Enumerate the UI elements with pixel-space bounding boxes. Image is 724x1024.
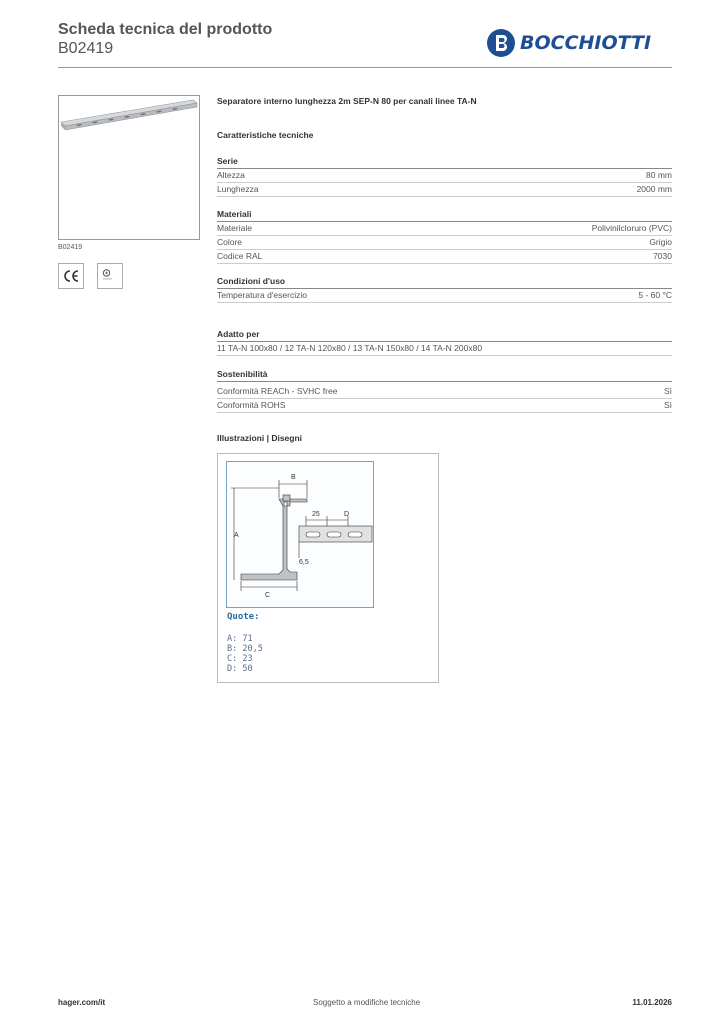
dimension-label-b: B xyxy=(291,474,296,481)
document-title: Scheda tecnica del prodotto xyxy=(58,21,273,38)
serie-heading: Serie xyxy=(217,156,672,169)
image-caption-code: B02419 xyxy=(58,244,83,251)
footer-website: hager.com/it xyxy=(58,998,106,1007)
document-header xyxy=(58,20,272,58)
spec-value: 2000 mm xyxy=(636,184,672,194)
condizioni-heading: Condizioni d'uso xyxy=(217,276,672,289)
spec-row-colore xyxy=(217,236,672,250)
certification-icon xyxy=(97,263,123,289)
dimension-label-25: 25 xyxy=(312,511,320,518)
spec-label: Colore xyxy=(217,237,243,247)
adatto-per-heading: Adatto per xyxy=(217,329,672,342)
spec-value: 7030 xyxy=(653,251,672,261)
dimension-label-a: A xyxy=(234,532,239,539)
quote-value-c: C: 23 xyxy=(227,654,253,664)
spec-value: 80 mm xyxy=(646,170,672,180)
separator-rail-illustration xyxy=(59,96,199,239)
technical-specs-heading: Caratteristiche tecniche xyxy=(217,130,314,140)
sostenibilita-heading: Sostenibilità xyxy=(217,369,672,382)
spec-label: Temperatura d'esercizio xyxy=(217,290,307,300)
product-image xyxy=(58,95,200,240)
header-divider xyxy=(58,67,672,68)
brand-logo xyxy=(486,28,651,58)
spec-label: Altezza xyxy=(217,170,245,180)
quote-title: Quote: xyxy=(227,612,260,622)
product-description: Separatore interno lunghezza 2m SEP-N 80 per canali linee TA-N xyxy=(217,96,477,106)
spec-row-altezza xyxy=(217,169,672,183)
technical-drawing xyxy=(217,453,439,683)
spec-row-materiale xyxy=(217,222,672,236)
quote-value-b: B: 20,5 xyxy=(227,644,263,654)
spec-label: Codice RAL xyxy=(217,251,263,261)
footer-disclaimer: Soggetto a modifiche tecniche xyxy=(313,998,421,1007)
spec-value: Grigio xyxy=(649,237,672,247)
spec-label: Lunghezza xyxy=(217,184,259,194)
profile-drawing-frame xyxy=(226,461,374,608)
spec-row-codice-ral xyxy=(217,250,672,264)
spec-value: Polivinilcloruro (PVC) xyxy=(591,223,672,233)
spec-label: Materiale xyxy=(217,223,252,233)
spec-label: 11 TA-N 100x80 / 12 TA-N 120x80 / 13 TA-N 150x80 / 14 TA-N 200x80 xyxy=(217,343,483,353)
dimension-label-c: C xyxy=(265,592,271,599)
product-description-block xyxy=(217,96,672,106)
quote-value-d: D: 50 xyxy=(227,664,253,674)
product-code: B02419 xyxy=(58,40,114,57)
spec-row-reach xyxy=(217,385,672,399)
spec-row-temperatura xyxy=(217,289,672,303)
spec-value: 5 - 60 °C xyxy=(638,290,672,300)
footer-date: 11.01.2026 xyxy=(632,998,672,1007)
spec-value: Sì xyxy=(663,386,672,396)
spec-label: Conformità ROHS xyxy=(217,400,286,410)
spec-value: Sì xyxy=(663,400,672,410)
spec-row-adatto-per xyxy=(217,342,672,356)
spec-row-lunghezza xyxy=(217,183,672,197)
profile-cross-section-drawing xyxy=(227,462,373,607)
materiali-heading: Materiali xyxy=(217,209,672,222)
brand-logo-text: BOCCHIOTTI xyxy=(520,32,652,54)
dimension-label-6-5: 6,5 xyxy=(299,559,309,566)
spec-label: Conformità REACh - SVHC free xyxy=(217,386,338,396)
ce-mark-icon xyxy=(58,263,84,289)
brand-logo-icon xyxy=(486,28,516,58)
quote-value-a: A: 71 xyxy=(227,634,253,644)
spec-row-rohs xyxy=(217,399,672,413)
dimension-label-d: D xyxy=(344,511,350,518)
illustrations-heading: Illustrazioni | Disegni xyxy=(217,433,303,443)
